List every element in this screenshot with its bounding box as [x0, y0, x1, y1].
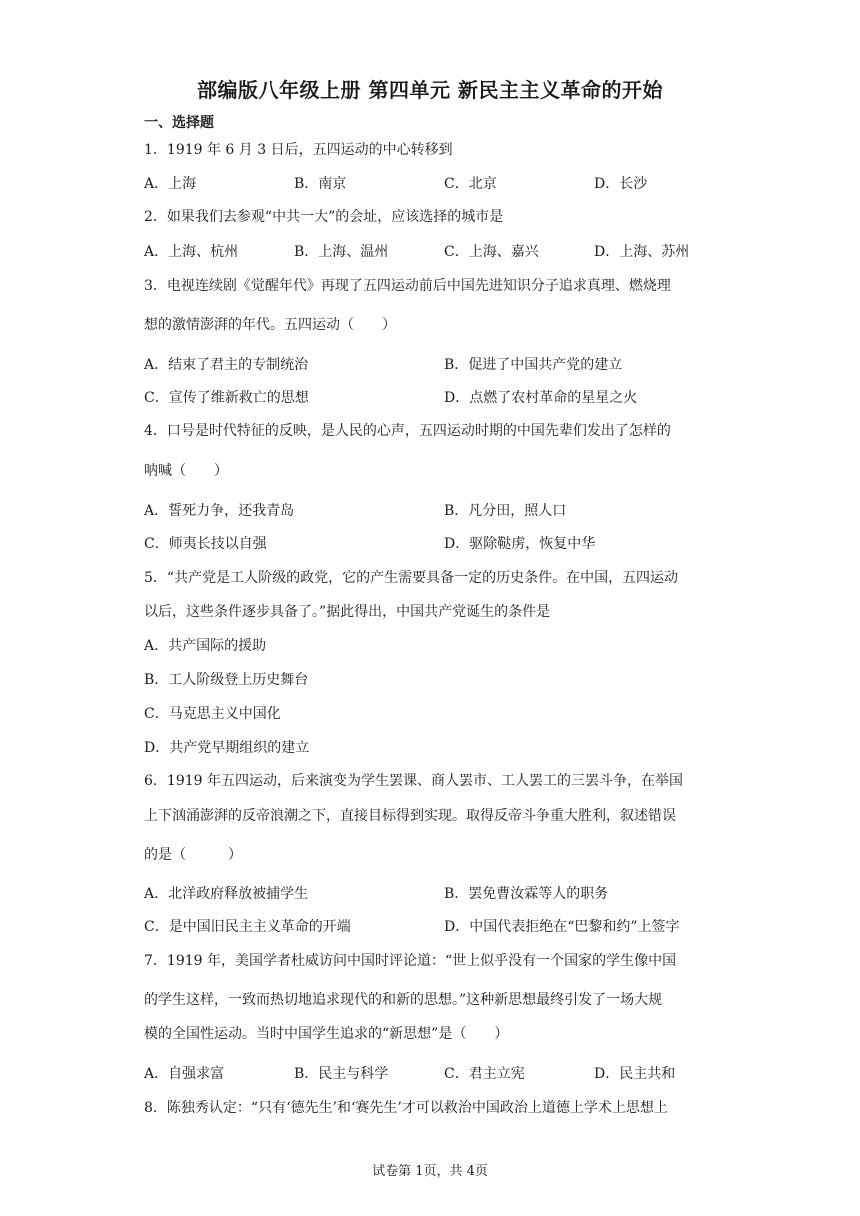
question-2-option-a: A．上海、杭州	[144, 244, 239, 260]
question-4-option-b: B．凡分田，照人口	[444, 503, 567, 519]
question-3-option-b: B．促进了中国共产党的建立	[444, 357, 623, 373]
page-footer: 试卷第 1页，共 4页	[372, 1164, 488, 1179]
section-heading: 一、选择题	[144, 115, 214, 131]
question-1-option-d: D．长沙	[594, 176, 648, 192]
question-4-option-c: C．师夷长技以自强	[144, 536, 267, 552]
question-1-option-b: B．南京	[294, 176, 347, 192]
question-3-stem-line-2: 想的激情澎湃的年代。五四运动（ ）	[144, 317, 396, 333]
question-7-stem-line-3: 模的全国性运动。当时中国学生追求的“新思想”是（ ）	[144, 1026, 509, 1042]
question-7-stem-line-1: 7．1919 年，美国学者杜威访问中国时评论道：“世上似乎没有一个国家的学生像中国	[144, 953, 677, 969]
question-1-option-a: A．上海	[144, 176, 197, 192]
question-5-option-b: B．工人阶级登上历史舞台	[144, 672, 309, 688]
question-5-option-a: A．共产国际的援助	[144, 638, 267, 654]
question-7-option-a: A．自强求富	[144, 1066, 225, 1082]
question-5-stem-line-2: 以后，这些条件逐步具备了。”据此得出，中国共产党诞生的条件是	[144, 604, 551, 620]
question-2-option-b: B．上海、温州	[294, 244, 389, 260]
page-title: 部编版八年级上册 第四单元 新民主主义革命的开始	[197, 78, 663, 102]
question-7-option-b: B．民主与科学	[294, 1066, 389, 1082]
question-6-stem-line-2: 上下汹涌澎湃的反帝浪潮之下，直接目标得到实现。取得反帝斗争重大胜利，叙述错误	[144, 808, 676, 824]
question-7-option-c: C．君主立宪	[444, 1066, 525, 1082]
question-6-option-c: C．是中国旧民主主义革命的开端	[144, 919, 351, 935]
question-1-stem: 1．1919 年 6 月 3 日后，五四运动的中心转移到	[144, 142, 453, 158]
question-4-stem-line-1: 4．口号是时代特征的反映，是人民的心声，五四运动时期的中国先辈们发出了怎样的	[144, 423, 671, 439]
question-7-stem-line-2: 的学生这样，一致而热切地追求现代的和新的思想。”这种新思想最终引发了一场大规	[144, 992, 663, 1008]
question-2-option-d: D．上海、苏州	[594, 244, 690, 260]
question-6-option-d: D．中国代表拒绝在“巴黎和约”上签字	[444, 919, 680, 935]
question-5-option-c: C．马克思主义中国化	[144, 706, 281, 722]
question-3-option-a: A．结束了君主的专制统治	[144, 357, 309, 373]
question-2-stem: 2．如果我们去参观“中共一大”的会址，应该选择的城市是	[144, 209, 504, 225]
question-3-option-c: C．宣传了维新救亡的思想	[144, 390, 309, 406]
question-5-stem-line-1: 5．“共产党是工人阶级的政党，它的产生需要具备一定的历史条件。在中国，五四运动	[144, 570, 679, 586]
question-7-option-d: D．民主共和	[594, 1066, 676, 1082]
question-6-stem-line-1: 6．1919 年五四运动，后来演变为学生罢课、商人罢市、工人罢工的三罢斗争，在举国	[144, 773, 683, 789]
question-6-stem-line-3: 的是（ ）	[144, 847, 242, 863]
question-2-option-c: C．上海、嘉兴	[444, 244, 539, 260]
question-8-stem-line-1: 8．陈独秀认定：“只有‘德先生’和‘赛先生’才可以救治中国政治上道德上学术上思想上	[144, 1100, 668, 1116]
question-5-option-d: D．共产党早期组织的建立	[144, 740, 310, 756]
question-4-option-a: A．誓死力争，还我青岛	[144, 503, 295, 519]
question-4-option-d: D．驱除鞑虏，恢复中华	[444, 536, 596, 552]
question-4-stem-line-2: 呐喊（ ）	[144, 463, 228, 479]
question-3-option-d: D．点燃了农村革命的星星之火	[444, 390, 638, 406]
question-6-option-b: B．罢免曹汝霖等人的职务	[444, 886, 609, 902]
question-1-option-c: C．北京	[444, 176, 497, 192]
question-6-option-a: A．北洋政府释放被捕学生	[144, 886, 309, 902]
question-3-stem-line-1: 3．电视连续剧《觉醒年代》再现了五四运动前后中国先进知识分子追求真理、燃烧理	[144, 278, 671, 294]
